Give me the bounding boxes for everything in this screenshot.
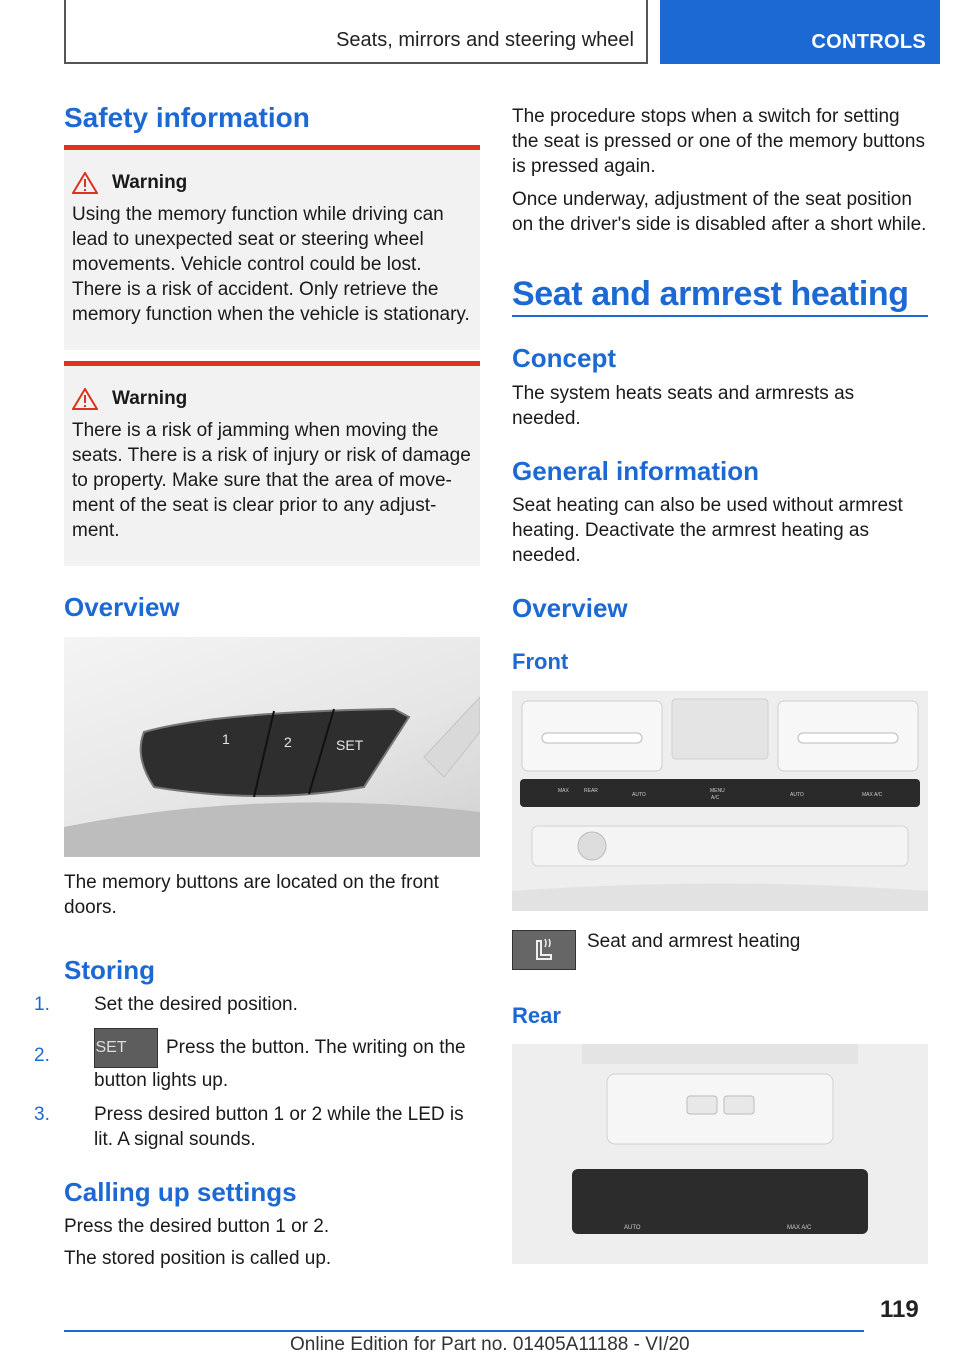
- calling-title: Calling up settings: [64, 1177, 297, 1207]
- set-button-icon: SET: [94, 1028, 158, 1068]
- concept-text: The system heats seats and armrests as needed.: [512, 383, 855, 429]
- section-tab[interactable]: [660, 0, 940, 64]
- memory-caption: The memory buttons are located on the front doors.: [64, 872, 439, 918]
- memory-button-2-label: 2: [284, 734, 292, 750]
- memory-button-1-label: 1: [222, 731, 230, 747]
- warning-triangle-icon: [72, 172, 98, 194]
- step-number: 1.: [34, 994, 50, 1015]
- rear-panel-drawing: [512, 1044, 928, 1264]
- rear-maxac-label: MAX A/C: [787, 1225, 812, 1231]
- page-number: 119: [880, 1296, 919, 1323]
- memory-button-set-label: SET: [336, 737, 364, 753]
- step-item: [34, 992, 480, 1017]
- rear-title: Rear: [512, 1003, 561, 1028]
- rear-controls-image: [512, 1044, 928, 1264]
- front-rear-label: REAR: [584, 788, 598, 794]
- step-text: Press desired button 1 or 2 while the LED is lit. A signal sounds.: [94, 1104, 464, 1150]
- warning-box: [64, 145, 480, 350]
- step-number: 3.: [34, 1104, 50, 1125]
- front-panel-drawing: [512, 691, 928, 911]
- rear-auto-label: AUTO: [624, 1225, 641, 1231]
- warning-text: Using the memory function while driving can lead to unexpected seat or steering wheel movements. Vehicle control could be lost. There is a risk of accident. Only retrieve the memory function when the vehicle is stationary.: [72, 204, 470, 325]
- front-title: Front: [512, 649, 569, 674]
- section-rule: [512, 315, 928, 317]
- calling-text: The stored position is called up.: [64, 1248, 332, 1269]
- general-title: General information: [512, 456, 760, 486]
- step-number: 2.: [34, 1045, 50, 1066]
- step-item: [34, 1028, 480, 1093]
- storing-title: Storing: [64, 955, 155, 985]
- front-max-label: MAX: [558, 788, 569, 794]
- running-header: [64, 0, 648, 64]
- warning-label: Warning: [112, 172, 188, 193]
- front-menu-label: MENU: [710, 788, 725, 794]
- seat-heating-icon: [512, 930, 576, 970]
- front-ac-label: A/C: [711, 795, 720, 801]
- step-text: Press the button. The writing on the button lights up.: [94, 1037, 466, 1091]
- front-auto-label: AUTO: [632, 792, 646, 798]
- step-item: [34, 1102, 480, 1152]
- overview-title: Overview: [64, 592, 180, 622]
- warning-text: There is a risk of jamming when moving the seats. There is a risk of injury or risk of damage to property. Make sure that the area of movement of the seat is clear prior to any adjustment.: [72, 420, 471, 541]
- front-controls-image: [512, 691, 928, 911]
- safety-title: Safety information: [64, 102, 310, 133]
- warning-label: Warning: [112, 388, 188, 409]
- heating-caption: Seat and armrest heating: [587, 931, 801, 952]
- overview-title-right: Overview: [512, 593, 628, 623]
- chapter-title: Seats, mirrors and steering wheel: [336, 29, 634, 51]
- warning-triangle-icon: [72, 388, 98, 410]
- general-text: Seat heating can also be used without armrest heating. Deactivate the armrest heating as needed.: [512, 495, 903, 566]
- concept-title: Concept: [512, 343, 616, 373]
- front-maxac-label: MAX A/C: [862, 792, 883, 798]
- calling-text: Press the desired button 1 or 2.: [64, 1216, 330, 1237]
- procedure-text: The procedure stops when a switch for setting the seat is pressed or one of the memory buttons is pressed again.: [512, 106, 925, 177]
- footer-rule: [64, 1330, 864, 1332]
- warning-box: [64, 361, 480, 566]
- front-auto2-label: AUTO: [790, 792, 804, 798]
- step-text: Set the desired position.: [94, 994, 298, 1015]
- memory-buttons-image: [64, 637, 480, 857]
- section-title: Seat and armrest heating: [512, 275, 909, 313]
- edition-line: Online Edition for Part no. 01405A11188 - VI/20: [290, 1334, 690, 1355]
- procedure-text: Once underway, adjustment of the seat position on the driver's side is disabled after a short while.: [512, 189, 927, 235]
- section-tab-label: CONTROLS: [811, 31, 926, 53]
- door-panel-drawing: [64, 637, 480, 857]
